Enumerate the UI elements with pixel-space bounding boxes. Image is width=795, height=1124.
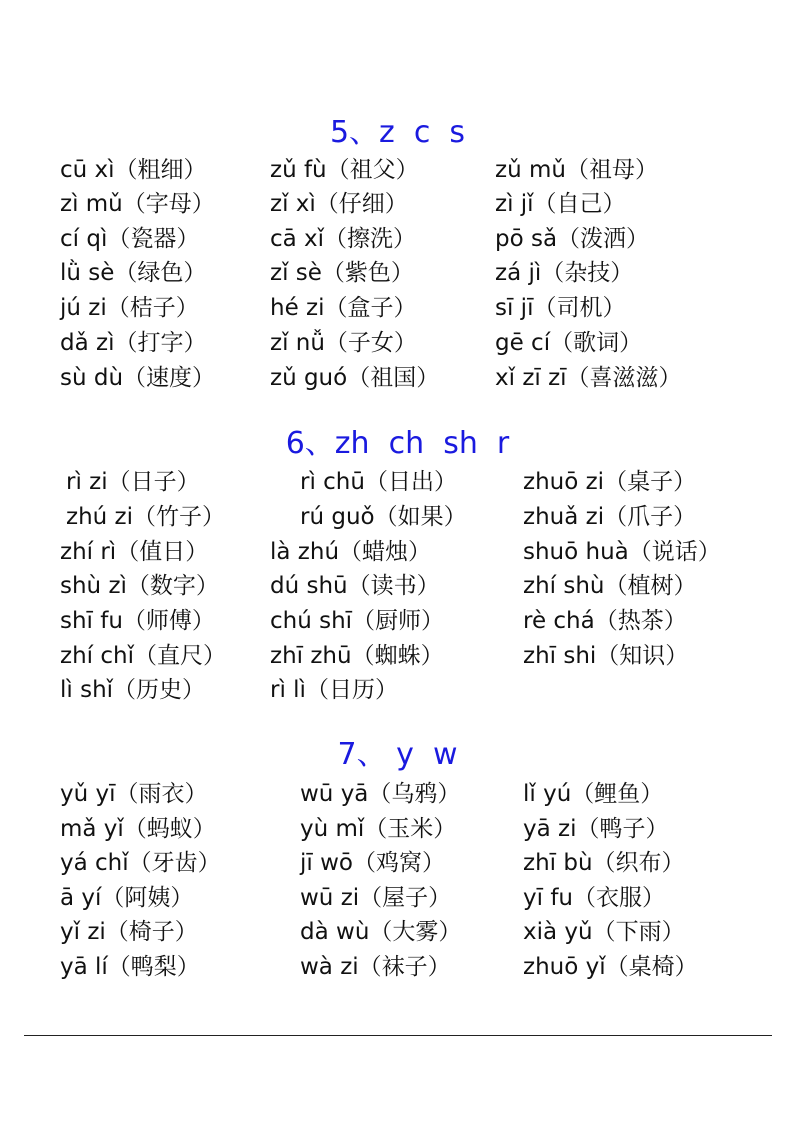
word-entry: wū yā（乌鸦） — [300, 781, 461, 807]
word-entry: gē cí（歌词） — [495, 330, 643, 356]
word-entry: zhuō yǐ（桌椅） — [523, 954, 698, 980]
word-entry: ā yí（阿姨） — [60, 885, 194, 911]
word-entry: shuō huà（说话） — [523, 539, 721, 565]
word-entry: zǐ nǚ（子女） — [270, 330, 417, 356]
word-entry: yī fu（衣服） — [523, 885, 665, 911]
word-entry: là zhú（蜡烛） — [270, 539, 432, 565]
word-entry: lǐ yú（鲤鱼） — [523, 781, 664, 807]
word-entry: cū xì（粗细） — [60, 157, 207, 183]
word-entry: zhī zhū（蜘蛛） — [270, 643, 444, 669]
word-entry: rì zi（日子） — [66, 469, 200, 495]
word-entry: dú shū（读书） — [270, 573, 440, 599]
word-entry: zhí rì（值日） — [60, 539, 209, 565]
word-entry: jú zi（桔子） — [60, 295, 199, 321]
word-entry: xǐ zī zī（喜滋滋） — [495, 365, 682, 391]
word-entry: zhuǎ zi（爪子） — [523, 504, 697, 530]
word-entry: yǐ zi（椅子） — [60, 919, 198, 945]
word-entry: yǔ yī（雨衣） — [60, 781, 208, 807]
word-entry: wū zi（屋子） — [300, 885, 452, 911]
word-entry: zhī shi（知识） — [523, 643, 689, 669]
word-entry: hé zi（盒子） — [270, 295, 417, 321]
bottom-divider-line — [24, 1035, 772, 1036]
section-title-z-c-s: 5、z c s — [329, 115, 466, 150]
word-entry: zǔ fù（祖父） — [270, 157, 419, 183]
word-entry: zhī bù（织布） — [523, 850, 685, 876]
word-entry: zì mǔ（字母） — [60, 191, 215, 217]
section-title-y-w: 7、 y w — [337, 737, 458, 772]
word-entry: yá chǐ（牙齿） — [60, 850, 221, 876]
word-entry: cí qì（瓷器） — [60, 226, 200, 252]
word-entry: chú shī（厨师） — [270, 608, 445, 634]
word-entry: xià yǔ（下雨） — [523, 919, 685, 945]
word-entry: zì jǐ（自己） — [495, 191, 626, 217]
word-entry: rú guǒ（如果） — [300, 504, 467, 530]
word-entry: zhú zi（竹子） — [66, 504, 226, 530]
word-entry: zhí chǐ（直尺） — [60, 643, 226, 669]
word-entry: pō sǎ（泼洒） — [495, 226, 650, 252]
word-entry: jī wō（鸡窝） — [300, 850, 445, 876]
word-entry: dǎ zì（打字） — [60, 330, 207, 356]
word-entry: zǐ sè（紫色） — [270, 260, 414, 286]
word-entry: yā lí（鸭梨） — [60, 954, 200, 980]
word-entry: rì chū（日出） — [300, 469, 457, 495]
word-entry: wà zi（袜子） — [300, 954, 451, 980]
word-entry: yù mǐ（玉米） — [300, 816, 457, 842]
word-entry: cā xǐ（擦洗） — [270, 226, 417, 252]
word-entry: zhuō zi（桌子） — [523, 469, 697, 495]
word-entry: dà wù（大雾） — [300, 919, 462, 945]
word-entry: lǜ sè（绿色） — [60, 260, 207, 286]
word-entry: zhí shù（植树） — [523, 573, 697, 599]
word-entry: mǎ yǐ（蚂蚁） — [60, 816, 216, 842]
word-entry: zǐ xì（仔细） — [270, 191, 408, 217]
word-entry: sī jī（司机） — [495, 295, 626, 321]
word-entry: rè chá（热茶） — [523, 608, 687, 634]
word-entry: zǔ guó（祖国） — [270, 365, 440, 391]
word-entry: zǔ mǔ（祖母） — [495, 157, 658, 183]
word-entry: lì shǐ（历史） — [60, 677, 206, 703]
section-title-zh-ch-sh-r: 6、zh ch sh r — [285, 426, 510, 461]
word-entry: sù dù（速度） — [60, 365, 216, 391]
word-entry: shī fu（师傅） — [60, 608, 215, 634]
word-entry: yā zi（鸭子） — [523, 816, 669, 842]
word-entry: rì lì（日历） — [270, 677, 398, 703]
word-entry: zá jì（杂技） — [495, 260, 634, 286]
word-entry: shù zì（数字） — [60, 573, 219, 599]
